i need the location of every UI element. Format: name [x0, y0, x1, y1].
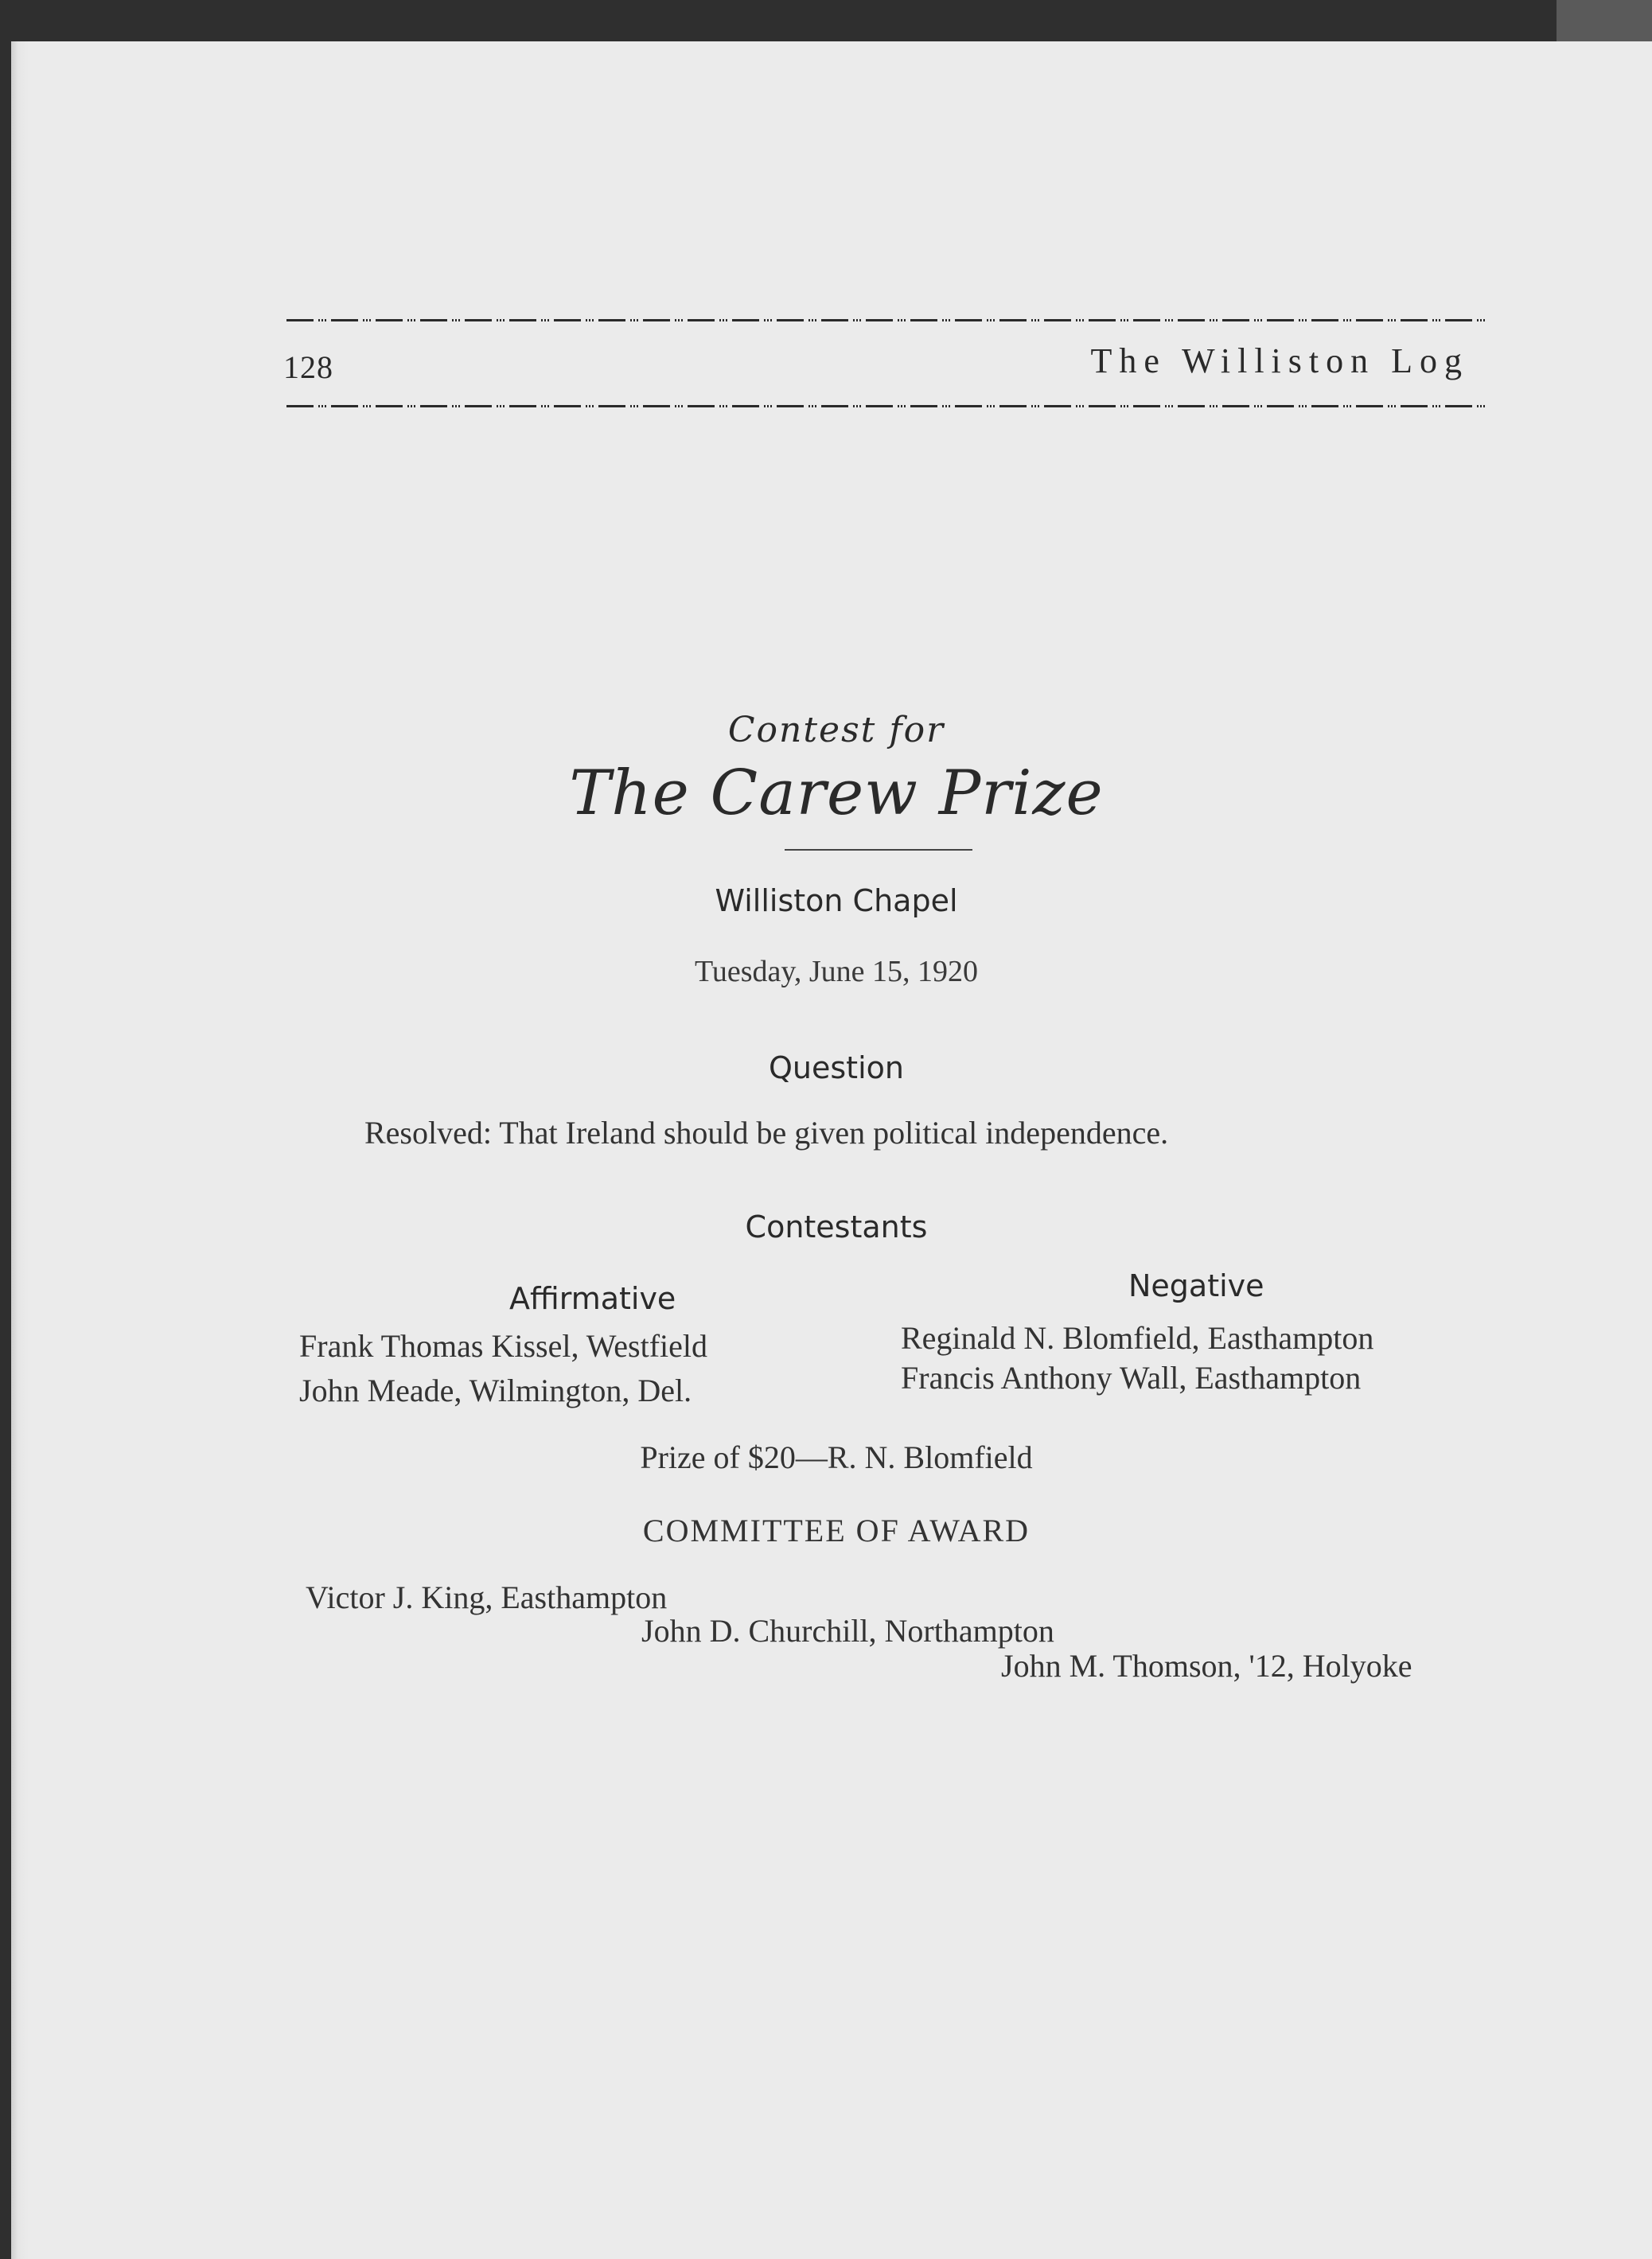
- negative-heading: Negative: [1128, 1268, 1264, 1303]
- page-edge: [11, 41, 29, 2259]
- negative-contestant: Francis Anthony Wall, Easthampton: [901, 1360, 1362, 1396]
- committee-member: John D. Churchill, Northampton: [641, 1613, 1054, 1649]
- committee-member: Victor J. King, Easthampton: [306, 1579, 668, 1615]
- title-divider: [785, 849, 972, 851]
- title-subheading: Contest for: [727, 710, 945, 750]
- running-head: The Williston Log: [1090, 341, 1469, 380]
- book-page: [11, 41, 1652, 2259]
- header-rule-top: [286, 317, 1485, 323]
- header-rule-bottom: [286, 403, 1485, 409]
- page-number: 128: [283, 349, 333, 385]
- prize-award: Prize of $20—R. N. Blomfield: [640, 1439, 1033, 1475]
- book-spine: [1557, 0, 1652, 41]
- committee-member: John M. Thomson, '12, Holyoke: [1001, 1648, 1412, 1684]
- affirmative-heading: Affirmative: [509, 1281, 676, 1316]
- contestants-heading: Contestants: [745, 1209, 928, 1244]
- page-title: The Carew Prize: [569, 758, 1104, 829]
- affirmative-contestant: John Meade, Wilmington, Del.: [299, 1373, 692, 1408]
- venue: Williston Chapel: [715, 883, 958, 918]
- resolution-text: Resolved: That Ireland should be given political independence.: [364, 1115, 1169, 1151]
- event-date: Tuesday, June 15, 1920: [694, 955, 979, 988]
- question-heading: Question: [769, 1050, 904, 1085]
- negative-contestant: Reginald N. Blomfield, Easthampton: [901, 1320, 1374, 1356]
- committee-heading: COMMITTEE OF AWARD: [642, 1513, 1031, 1548]
- affirmative-contestant: Frank Thomas Kissel, Westfield: [299, 1328, 708, 1364]
